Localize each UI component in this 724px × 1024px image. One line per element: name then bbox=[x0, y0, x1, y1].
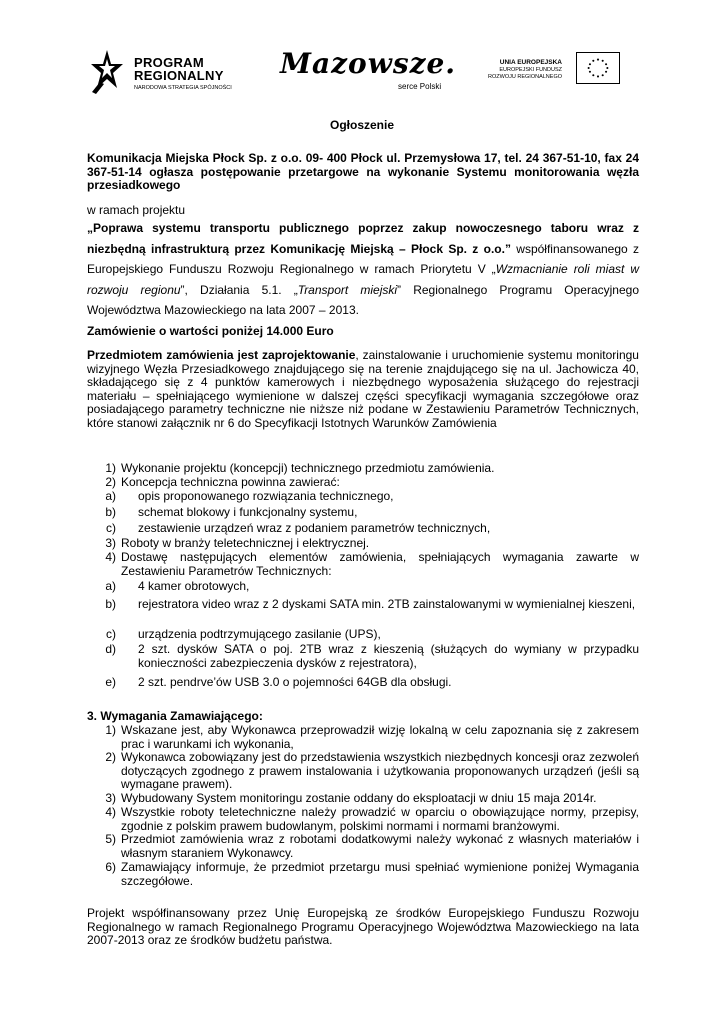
page-title: Ogłoszenie bbox=[329, 118, 394, 132]
eu-logo-line1: UNIA EUROPEJSKA bbox=[499, 59, 562, 66]
list-text: 4 kamer obrotowych, bbox=[138, 579, 250, 593]
list-text: Przedmiot zamówienia wraz z robotami dodatkowymi należy wykonać z własnych materiałów i własnym staraniem Wykonawcy. bbox=[121, 832, 639, 860]
requirements-title: 3. Wymagania Zamawiającego: bbox=[87, 709, 263, 723]
list-text: rejestratora video wraz z 2 dyskami SATA min. 2TB zainstalowanymi w wymienialnej kieszeni, bbox=[138, 597, 636, 611]
project-text-3: ” Regionalnego Programu Operacyjnego Województwa Mazowieckiego na lata 2007 – 2013. bbox=[87, 282, 639, 317]
list-text: Wskazane jest, aby Wykonawca przeprowadził wizję lokalną w celu zapoznania się z zakresem prac i warunkami ich wykonania, bbox=[121, 723, 639, 751]
list-text: Zamawiający informuje, że przedmiot przetargu musi spełniać wymienione poniżej Wymagania szczegółowe. bbox=[121, 860, 639, 888]
list-text: 2 szt. dysków SATA o poj. 2TB wraz z kieszenią (służących do wymiany w przypadku konieczności zabezpieczenia dysków z rejestratora), bbox=[138, 642, 639, 670]
list-text: schemat blokowy i funkcjonalny systemu, bbox=[138, 505, 358, 519]
list-number: 3) bbox=[105, 791, 116, 805]
eu-logo bbox=[470, 48, 634, 92]
list-text: Wykonanie projektu (koncepcji) technicznego przedmiotu zamówienia. bbox=[121, 461, 495, 475]
list-text: zestawienie urządzeń wraz z podaniem parametrów technicznych, bbox=[138, 521, 491, 535]
project-text-2: ”, Działania 5.1. „ bbox=[180, 282, 298, 297]
list-number: 1) bbox=[105, 723, 116, 737]
list-letter: a) bbox=[105, 579, 116, 593]
list-letter: a) bbox=[105, 489, 116, 503]
eu-logo-line3: ROZWOJU REGIONALNEGO bbox=[488, 74, 562, 80]
list-number: 4) bbox=[105, 805, 116, 819]
list-letter: c) bbox=[106, 627, 116, 641]
list-text: Roboty w branży teletechnicznej i elektrycznej. bbox=[121, 536, 370, 550]
list-number: 6) bbox=[105, 860, 116, 874]
list-text: Wybudowany System monitoringu zostanie oddany do eksploatacji w dniu 15 maja 2014r. bbox=[121, 791, 597, 805]
project-text-1: współfinansowanego z Europejskiego Funduszu Rozwoju Regionalnego w ramach Priorytetu V „ bbox=[87, 241, 640, 276]
list-text: Wykonawca zobowiązany jest do przedstawienia wszystkich niezbędnych koncesji oraz zezwoleń dotyczących zgodnego z prawem instalowania i użytkowania proponowanych urządzeń (jeśli są wymagane prawem). bbox=[121, 750, 639, 791]
program-logo-line3: NARODOWA STRATEGIA SPÓJNOŚCI bbox=[134, 85, 232, 91]
list-text: Dostawę następujących elementów zamówienia, spełniających wymagania zawarte w Zestawieniu Parametrów Technicznych: bbox=[121, 550, 639, 578]
subject-text: , zainstalowanie i uruchomienie systemu monitoringu wizyjnego Węzła Przesiadkowego znajdującego się na terenie znajdującego się na ul. Jachowicza 40, składającego się z 4 punktów kamerowych i niezbędnego wyposażenia służącego do rejestracji materiału – spełniającego wymienione w dalszej części specyfikacji wymagania szczegółowe oraz posiadającego parametry techniczne nie niższe niż podane w Zestawieniu Parametrów Technicznych, które stanowi załącznik nr 6 do Specyfikacji Istotnych Warunków Zamówienia bbox=[87, 348, 639, 430]
project-lead: w ramach projektu bbox=[87, 203, 186, 217]
list-number: 3) bbox=[105, 536, 116, 550]
footer-paragraph: Projekt współfinansowany przez Unię Europejską ze środków Europejskiego Funduszu Rozwoju Regionalnego w ramach Regionalnego Programu Operacyjnego Województwa Mazowieckiego na lata 2007-2013 oraz ze środków budżetu państwa. bbox=[87, 906, 639, 947]
list-number: 1) bbox=[105, 461, 116, 475]
list-text: Wszystkie roboty teletechniczne należy prowadzić w oparciu o obowiązujące normy, przepisy, zgodnie z polskim prawem budowlanym, polskimi normami i normami branżowymi. bbox=[121, 805, 639, 833]
project-priority: Wzmacnianie roli miast w rozwoju regionu bbox=[87, 262, 639, 297]
program-regionalny-star-icon bbox=[90, 48, 124, 94]
list-text: opis proponowanego rozwiązania technicznego, bbox=[138, 489, 394, 503]
subject-lead: Przedmiotem zamówienia jest zaprojektowanie bbox=[87, 348, 356, 362]
list-letter: b) bbox=[105, 597, 116, 611]
mazowsze-logo-text: Mazowsze. bbox=[280, 47, 457, 80]
mazowsze-logo-subtitle: serce Polski bbox=[398, 82, 442, 91]
list-letter: b) bbox=[105, 505, 116, 519]
project-name: „Poprawa systemu transportu publicznego poprzez zakup nowoczesnego taboru wraz z niezbędną infrastrukturą przez Komunikację Miejską – Płock Sp. z o.o.” bbox=[87, 221, 639, 256]
list-letter: c) bbox=[106, 521, 116, 535]
subject-paragraph bbox=[87, 349, 639, 430]
intro-paragraph: Komunikacja Miejska Płock Sp. z o.o. 09- 400 Płock ul. Przemysłowa 17, tel. 24 367-51-10, fax 24 367-51-14 ogłasza postępowanie przetargowe na wykonanie Systemu monitorowania węzła przesiadkowego bbox=[87, 151, 639, 192]
list-text: urządzenia podtrzymującego zasilanie (UPS), bbox=[138, 627, 381, 641]
project-paragraph bbox=[87, 218, 639, 321]
list-number: 4) bbox=[105, 550, 116, 564]
eu-logo-line2: EUROPEJSKI FUNDUSZ bbox=[499, 67, 562, 73]
eu-flag-icon bbox=[576, 52, 620, 84]
program-regionalny-logo bbox=[88, 44, 258, 100]
list-number: 5) bbox=[105, 832, 116, 846]
program-logo-line1: PROGRAM bbox=[134, 55, 204, 70]
list-letter: e) bbox=[105, 675, 116, 689]
list-text: 2 szt. pendrve’ów USB 3.0 o pojemności 64GB dla obsługi. bbox=[138, 675, 452, 689]
program-logo-line2: REGIONALNY bbox=[134, 68, 224, 83]
list-text: Koncepcja techniczna powinna zawierać: bbox=[121, 475, 340, 489]
list-number: 2) bbox=[105, 750, 116, 764]
order-value: Zamówienie o wartości poniżej 14.000 Euro bbox=[87, 324, 334, 338]
list-letter: d) bbox=[105, 642, 116, 656]
mazowsze-logo bbox=[280, 48, 460, 98]
header-logos bbox=[88, 44, 636, 100]
project-action: Transport miejski bbox=[297, 282, 398, 297]
list-number: 2) bbox=[105, 475, 116, 489]
